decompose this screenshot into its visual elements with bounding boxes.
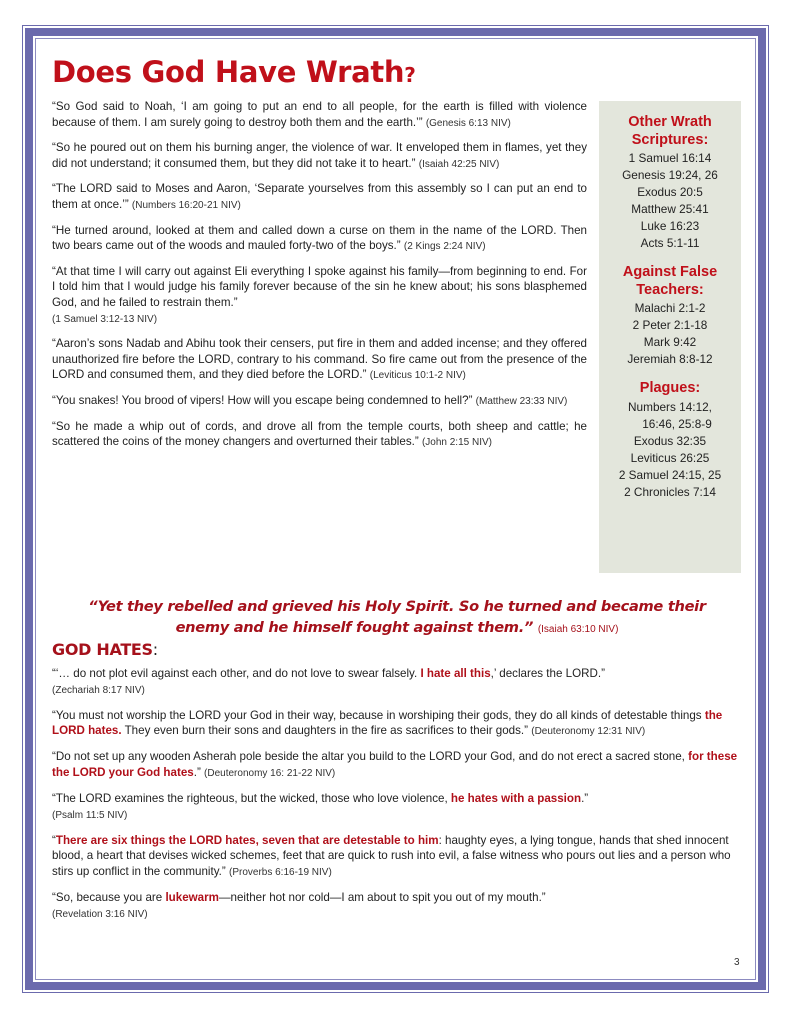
verse-highlight: I hate all this: [420, 667, 491, 680]
verse-text: “The LORD said to Moses and Aaron, ‘Separate yourselves from this assembly so I can put an end to them at once.’”: [52, 182, 587, 211]
sidebar-item: Exodus 32:35: [633, 433, 707, 448]
sidebar-item: Malachi 2:1-2: [634, 301, 706, 315]
verse-text: “So, because you are: [52, 891, 166, 905]
verse-reference: (Matthew 23:33 NIV): [475, 395, 568, 407]
god-hates-heading: [52, 640, 158, 659]
verse-text: “‘… do not plot evil against each other, and do not love to swear falsely.: [52, 667, 421, 680]
verse-reference: (Isaiah 42:25 NIV): [418, 158, 500, 170]
verse-text: “So he made a whip out of cords, and drove all from the temple courts, both sheep and cattle; he scattered the coins of the money changers and overturned their tables.”: [52, 419, 587, 449]
sidebar-heading: [599, 114, 741, 149]
sidebar-heading-line: Scriptures:: [631, 131, 709, 148]
verse: [52, 393, 587, 410]
verse-highlight: he hates with a passion: [450, 792, 582, 806]
verse-text: .”: [193, 765, 201, 779]
page-title: [52, 54, 416, 93]
verse-reference: (Deuteronomy 16: 21-22 NIV): [204, 767, 336, 779]
verse-reference: (Genesis 6:13 NIV): [425, 117, 511, 129]
verse: [52, 419, 587, 451]
verse-text: —neither hot nor cold—I am about to spit you out of my mouth.”: [218, 891, 546, 905]
hates-verse: [52, 666, 742, 698]
hates-verse: [52, 708, 742, 740]
callout-line: “Yet they rebelled and grieved his Holy Spirit. So he turned and became their: [88, 598, 706, 615]
verse-reference: (Zechariah 8:17 NIV): [52, 684, 145, 696]
sidebar-list: [599, 300, 741, 368]
sidebar-item: 1 Samuel 16:14: [628, 151, 712, 165]
verse: [52, 336, 587, 384]
sidebar-item: 16:46, 25:8-9: [642, 416, 712, 431]
verse-text: “He turned around, looked at them and called down a curse on them in the name of the LORD. Then two bears came out of the woods and mauled forty-two of the boys.”: [52, 223, 587, 253]
verse-text: “So he poured out on them his burning anger, the violence of war. It enveloped them in flames, yet they did not understand; it consumed them, but they did not take it to heart.”: [52, 141, 587, 170]
hates-verse: [52, 749, 742, 781]
verse: [52, 264, 587, 327]
callout-line: enemy and he himself fought against them.”: [175, 618, 534, 636]
sidebar-item: Jeremiah 8:8-12: [627, 352, 713, 366]
verse-highlight: There are six things the LORD hates, seven that are detestable to him: [55, 833, 439, 847]
verse-text: “You must not worship the LORD your God in their way, because in worshiping their gods, they do all kinds of detestable things: [52, 708, 705, 722]
sidebar-heading-line: Teachers:: [636, 281, 704, 298]
sidebar-section-other-wrath: [599, 101, 741, 252]
verse: [52, 140, 587, 172]
verse-reference: (John 2:15 NIV): [421, 437, 492, 449]
verse: [52, 181, 587, 213]
sidebar-heading: [599, 380, 741, 398]
sidebar-item: Acts 5:1-11: [640, 236, 700, 250]
sidebar-section-plagues: [599, 380, 741, 501]
callout-reference: (Isaiah 63:10 NIV): [537, 623, 619, 635]
hates-verse: [52, 791, 742, 823]
sidebar-item: Leviticus 26:25: [630, 450, 710, 465]
wrath-verses: [52, 99, 587, 460]
verse-text: They even burn their sons and daughters in the fire as sacrifices to their gods.”: [121, 724, 529, 738]
verse-reference: (1 Samuel 3:12-13 NIV): [52, 313, 158, 325]
god-hates-heading-colon: :: [152, 640, 158, 659]
hates-verse: [52, 890, 742, 922]
page-title-text: Does God Have Wrath: [52, 55, 405, 89]
sidebar-list: [599, 399, 741, 501]
god-hates-verses: [52, 666, 742, 932]
sidebar-heading-line: Against False: [622, 264, 718, 280]
verse-text: “Do not set up any wooden Asherah pole beside the altar you build to the LORD your God, and do not erect a sacred stone,: [52, 750, 689, 764]
verse-reference: (2 Kings 2:24 NIV): [403, 241, 486, 253]
verse-reference: (Numbers 16:20-21 NIV): [131, 199, 241, 211]
verse-text: “At that time I will carry out against Eli everything I spoke against his family—from beginning to end. For I told him that I would judge his family forever because of the sin he knew about; his sons blasphemed God, and he failed to restrain them.”: [52, 264, 587, 309]
key-verse-callout: [52, 597, 742, 640]
sidebar-item: Exodus 20:5: [637, 185, 703, 199]
sidebar-list: [599, 150, 741, 252]
verse-text: “Aaron’s sons Nadab and Abihu took their censers, put fire in them and added incense; and they offered unauthorized fire before the LORD, contrary to his command. So fire came out from the presence of the LORD and consumed them, and they died before the LORD.”: [52, 337, 587, 382]
hates-verse: [52, 833, 742, 881]
sidebar-item: 2 Samuel 24:15, 25: [618, 467, 722, 482]
verse: [52, 223, 587, 255]
sidebar-heading-line: Plagues:: [639, 380, 701, 396]
verse-reference: (Deuteronomy 12:31 NIV): [531, 726, 646, 738]
verse-reference: (Psalm 11:5 NIV): [52, 809, 128, 821]
verse-text: .”: [581, 792, 589, 806]
page-number: 3: [734, 957, 740, 968]
verse-text: “The LORD examines the righteous, but the wicked, those who love violence,: [52, 792, 451, 806]
sidebar-item: 2 Chronicles 7:14: [624, 484, 716, 499]
sidebar-item: Numbers 14:12,: [628, 399, 712, 414]
sidebar-item: Luke 16:23: [640, 219, 700, 233]
verse-highlight: for these the LORD your God hates: [52, 750, 738, 779]
god-hates-heading-text: GOD HATES: [52, 640, 153, 659]
sidebar-heading-line: Other Wrath: [628, 114, 712, 130]
sidebar-item: Mark 9:42: [643, 335, 697, 349]
verse-text: “You snakes! You brood of vipers! How will you escape being condemned to hell?”: [52, 393, 473, 407]
page-title-question-mark: ?: [404, 63, 416, 87]
verse-highlight: lukewarm: [165, 891, 219, 905]
sidebar-item: 2 Peter 2:1-18: [632, 318, 708, 332]
verse-text: “: [52, 833, 56, 847]
verse-reference: (Leviticus 10:1-2 NIV): [369, 370, 466, 382]
verse-text: “So God said to Noah, ‘I am going to put an end to all people, for the earth is filled with violence because of them. I am surely going to destroy both them and the earth.’”: [52, 100, 587, 129]
sidebar-item: Matthew 25:41: [631, 202, 709, 216]
verse-highlight: the LORD hates.: [52, 708, 723, 738]
scripture-sidebar: [599, 101, 741, 573]
sidebar-section-false-teachers: [599, 264, 741, 368]
verse-reference: (Revelation 3:16 NIV): [52, 908, 148, 920]
verse-reference: (Proverbs 6:16-19 NIV): [228, 866, 332, 878]
sidebar-heading: [599, 264, 741, 299]
sidebar-item: Genesis 19:24, 26: [622, 168, 718, 182]
verse-text: : haughty eyes, a lying tongue, hands that shed innocent blood, a heart that devises wicked schemes, feet that are quick to rush into evil, a false witness who pours out lies and a person who stirs up conflict in the community.”: [52, 833, 731, 878]
verse-text: ,’ declares the LORD.”: [490, 667, 605, 680]
verse: [52, 99, 587, 131]
